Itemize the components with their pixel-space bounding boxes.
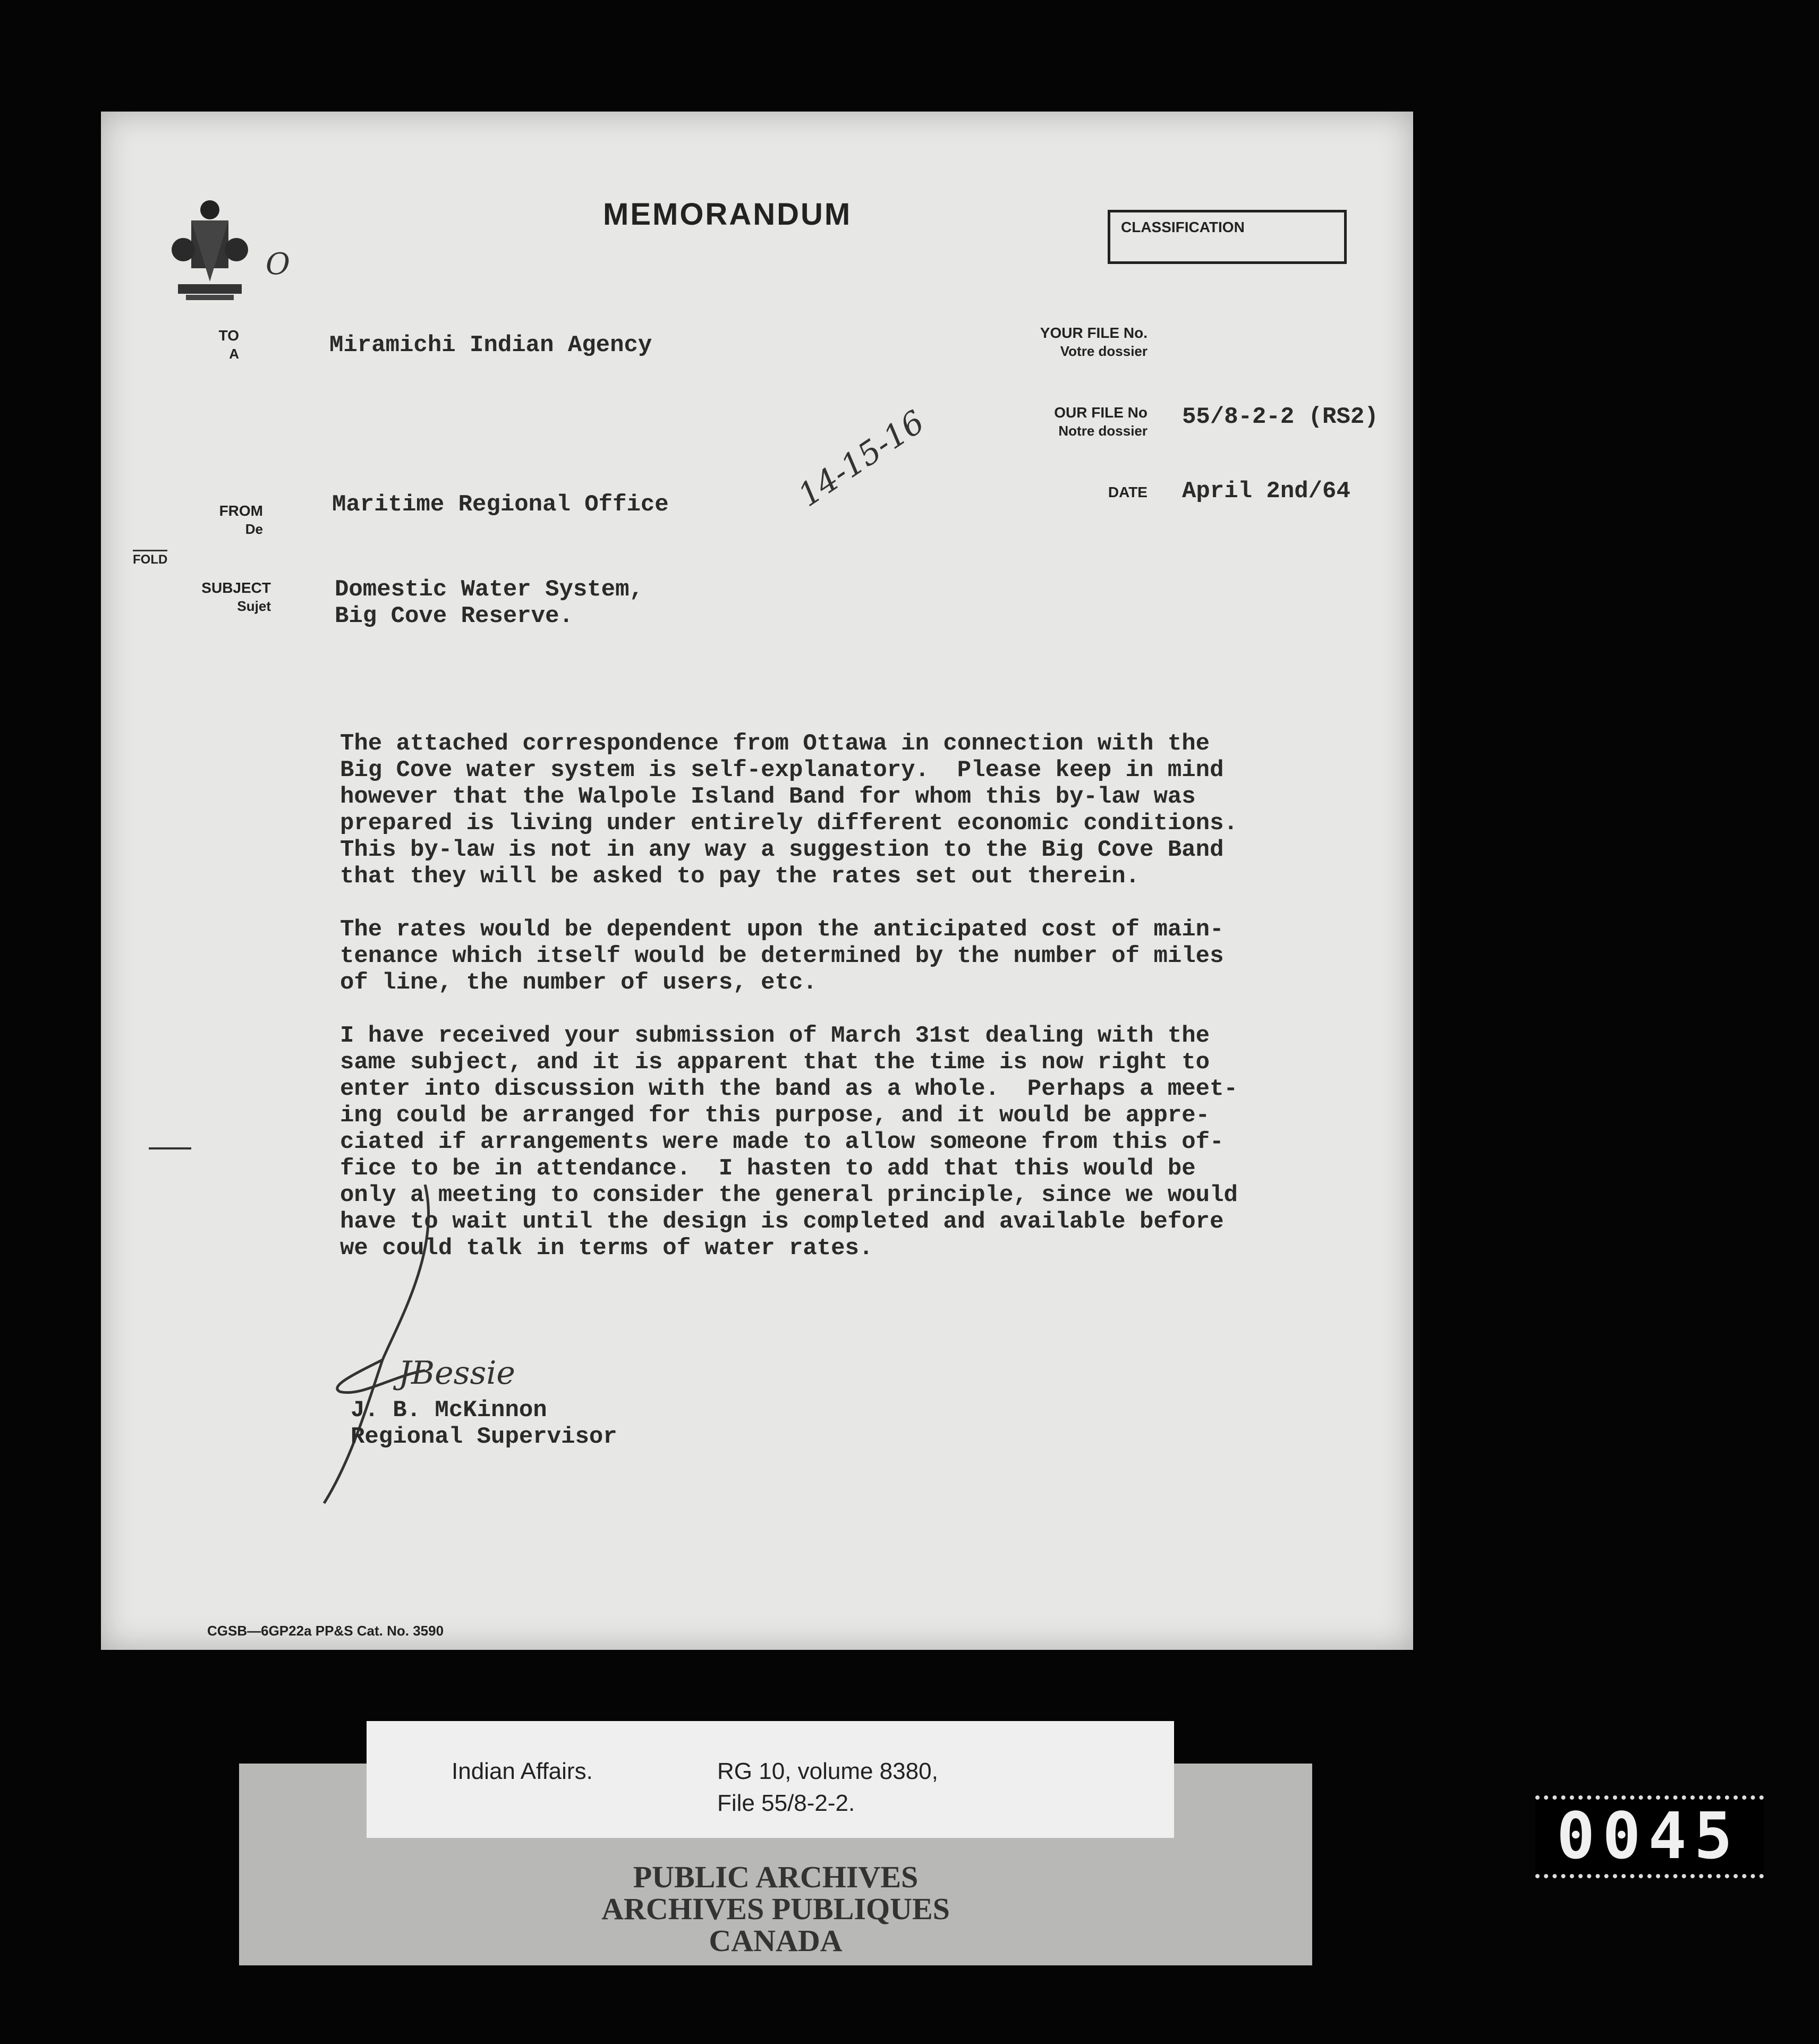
signer-name: J. B. McKinnon [351,1397,547,1424]
body-line: we could talk in terms of water rates. [340,1235,873,1262]
to-label: TO A [218,327,239,362]
our-file-label: OUR FILE No Notre dossier [1054,404,1148,439]
subject-line-2: Big Cove Reserve. [335,603,573,629]
archive-reference-card [367,1721,1174,1838]
archives-line-1: PUBLIC ARCHIVES [633,1860,919,1894]
body-line: ciated if arrangements were made to allow someone from this of- [340,1129,1224,1155]
date-label: DATE [1108,484,1148,500]
from-label: FROM De [219,503,263,537]
coat-of-arms-icon [170,197,250,308]
body-line: This by-law is not in any way a suggestion to the Big Cove Band [340,837,1224,863]
body-line: The rates would be dependent upon the anticipated cost of main- [340,916,1224,943]
body-line: Big Cove water system is self-explanatory. Please keep in mind [340,757,1224,783]
body-line: I have received your submission of March 31st dealing with the [340,1023,1210,1049]
archive-dept: Indian Affairs. [452,1758,593,1784]
archives-line-2: ARCHIVES PUBLIQUES [601,1892,950,1926]
classification-box [1108,210,1347,264]
memo-body [340,730,1238,1262]
body-line: however that the Walpole Island Band for whom this by-law was [340,783,1196,810]
body-line: that they will be asked to pay the rates set out therein. [340,863,1140,890]
our-file-value: 55/8-2-2 (RS2) [1182,404,1379,430]
frame-counter-value: 0045 [1557,1800,1740,1873]
handwritten-mark: O [266,247,290,282]
your-file-label: YOUR FILE No. Votre dossier [1040,325,1148,359]
body-line: prepared is living under entirely different economic conditions. [340,810,1238,837]
archive-ref-line-2: File 55/8-2-2. [717,1790,855,1816]
body-line: The attached correspondence from Ottawa in connection with the [340,730,1210,757]
body-line [340,996,1238,1023]
date-value: April 2nd/64 [1182,478,1350,505]
memo-title: MEMORANDUM [603,197,852,232]
signature-stroke-icon [319,1185,595,1509]
archives-line-3: CANADA [709,1923,843,1958]
form-number: CGSB—6GP22a PP&S Cat. No. 3590 [207,1623,444,1639]
body-line: tenance which itself would be determined by the number of miles [340,943,1224,969]
memorandum-page [101,112,1413,1650]
signer-title: Regional Supervisor [351,1424,617,1450]
body-line: of line, the number of users, etc. [340,969,817,996]
body-line [340,890,1238,916]
body-line: fice to be in attendance. I hasten to add that this would be [340,1155,1196,1182]
margin-mark [149,1147,191,1149]
to-value: Miramichi Indian Agency [329,332,652,359]
body-line: have to wait until the design is completed and available before [340,1208,1224,1235]
from-value: Maritime Regional Office [332,491,669,518]
signature: JBessie [398,1355,515,1392]
body-line: only a meeting to consider the general principle, since we would [340,1182,1238,1208]
subject-line-1: Domestic Water System, [335,576,643,603]
archive-ref-line-1: RG 10, volume 8380, [717,1758,938,1784]
subject-label: SUBJECT Sujet [201,580,271,614]
body-line: ing could be arranged for this purpose, and it would be appre- [340,1102,1210,1129]
frame-counter [1535,1795,1764,1878]
body-line: same subject, and it is apparent that the time is now right to [340,1049,1210,1076]
body-line: enter into discussion with the band as a whole. Perhaps a meet- [340,1076,1238,1102]
handwritten-file-number: 14-15-16 [792,403,931,515]
classification-label: CLASSIFICATION [1121,219,1245,235]
fold-mark: FOLD [133,550,167,567]
